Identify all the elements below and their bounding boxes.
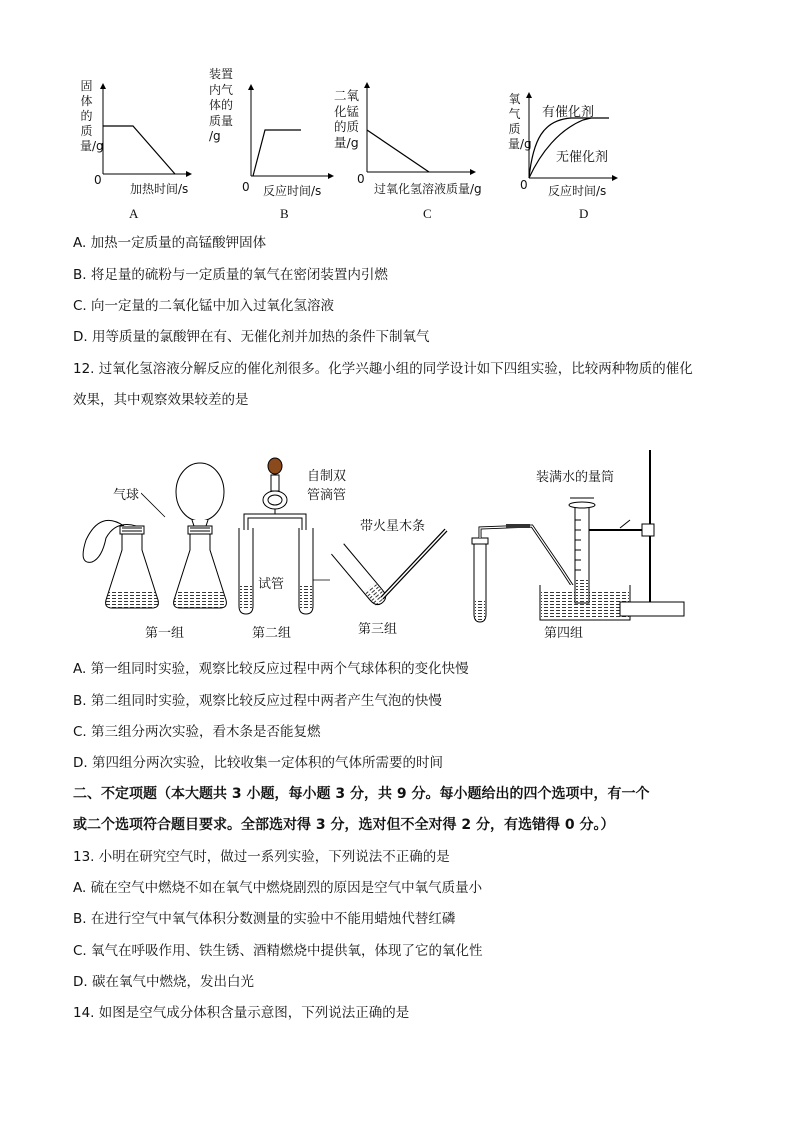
graph-c-ylabel-line: 二氧 [334, 88, 360, 103]
label-balloon: 气球 [113, 488, 140, 503]
q12-stem-line1: 12. 过氧化氢溶液分解反应的催化剂很多。化学兴趣小组的同学设计如下四组实验，比较两种物质的催化 [73, 361, 693, 377]
label-splint: 带火星木条 [360, 519, 426, 534]
section2-heading-line1: 二、不定项题（本大题共 3 小题，每小题 3 分，共 9 分。每小题给出的四个选项中，有一个 [73, 786, 650, 802]
q13-option-d: D. 碳在氧气中燃烧，发出白光 [73, 974, 254, 990]
label-test-tube: 试管 [258, 577, 285, 592]
graph-c-ylabel-line: 化锰 [334, 103, 360, 119]
q13-option-b: B. 在进行空气中氧气体积分数测量的实验中不能用蜡烛代替红磷 [73, 911, 456, 927]
graph-c-ylabel [334, 88, 359, 150]
label-cylinder: 装满水的量筒 [536, 470, 615, 485]
q14-stem: 14. 如图是空气成分体积含量示意图，下列说法正确的是 [73, 1005, 410, 1021]
graph-d-ylabel: 氧气质量/g [508, 92, 532, 151]
graph-b-ylabel [209, 67, 233, 145]
graph-a-curve [103, 126, 175, 174]
graph-d-letter: D [579, 206, 589, 221]
graph-d-origin: 0 [520, 178, 528, 192]
graph-d-curve2-label: 无催化剂 [556, 150, 609, 165]
label-group4: 第四组 [544, 626, 584, 641]
graph-b-ylabel-line: 质量 [209, 113, 234, 128]
graph-c-origin: 0 [357, 172, 365, 186]
label-group1: 第一组 [145, 626, 185, 641]
q11-option-d: D. 用等质量的氯酸钾在有、无催化剂并加热的条件下制氧气 [73, 329, 430, 345]
graph-b-ylabel-line: 体的 [209, 98, 234, 112]
graph-c-curve [367, 130, 429, 172]
group1-flask-left [83, 520, 158, 608]
graph-a-letter: A [129, 206, 139, 221]
q12-stem-line2: 效果，其中观察效果较差的是 [73, 392, 249, 408]
label-dropper-line1: 自制双 [307, 469, 347, 484]
graph-a-xlabel: 加热时间/s [130, 182, 189, 196]
q13-stem: 13. 小明在研究空气时，做过一系列实验，下列说法不正确的是 [73, 849, 450, 865]
q11-option-c: C. 向一定量的二氧化锰中加入过氧化氢溶液 [73, 298, 335, 314]
q13-option-c: C. 氧气在呼吸作用、铁生锈、酒精燃烧中提供氧，体现了它的氧化性 [73, 943, 483, 959]
graph-a-plot [95, 80, 195, 180]
section2-heading-line2: 或二个选项符合题目要求。全部选对得 3 分，选对但不全对得 2 分，有选错得 0 分。） [73, 817, 615, 833]
group1-flask-right [174, 463, 227, 608]
graph-b-curve [253, 130, 301, 176]
graph-b-ylabel-line: 内气 [209, 82, 234, 97]
graph-b-ylabel-line: /g [209, 129, 221, 143]
graph-b-ylabel-line: 装置 [209, 67, 234, 81]
graph-c-plot [359, 80, 479, 178]
q11-option-b: B. 将足量的硫粉与一定质量的氧气在密闭装置内引燃 [73, 267, 388, 283]
label-group3: 第三组 [358, 622, 398, 637]
label-dropper-line2: 管滴管 [307, 488, 347, 503]
q13-option-a: A. 硫在空气中燃烧不如在氧气中燃烧剧烈的原因是空气中氧气质量小 [73, 880, 483, 896]
graph-d-xlabel: 反应时间/s [548, 184, 607, 198]
q12-option-b: B. 第二组同时实验，观察比较反应过程中两者产生气泡的快慢 [73, 693, 442, 709]
graph-c-xlabel: 过氧化氢溶液质量/g [374, 182, 482, 196]
graph-b-origin: 0 [242, 180, 250, 194]
q12-option-a: A. 第一组同时实验，观察比较反应过程中两个气球体积的变化快慢 [73, 661, 469, 677]
graph-c-ylabel-line: 的质 [334, 119, 360, 134]
graph-d-curve1-label: 有催化剂 [542, 105, 595, 120]
graph-b-letter: B [280, 206, 289, 221]
graph-c-ylabel-line: 量/g [334, 134, 359, 150]
label-balloon-leader [141, 491, 171, 521]
q12-option-c: C. 第三组分两次实验，看木条是否能复燃 [73, 724, 321, 740]
label-group2: 第二组 [252, 626, 292, 641]
q11-option-a: A. 加热一定质量的高锰酸钾固体 [73, 235, 267, 251]
graph-a-origin: 0 [94, 173, 102, 187]
graph-b-xlabel: 反应时间/s [263, 184, 322, 198]
group3-apparatus [331, 530, 446, 608]
graph-b-plot [243, 82, 338, 182]
graph-c-letter: C [423, 206, 432, 221]
q12-option-d: D. 第四组分两次实验，比较收集一定体积的气体所需要的时间 [73, 755, 443, 771]
graph-a-ylabel: 固体的质量/g [80, 79, 104, 153]
